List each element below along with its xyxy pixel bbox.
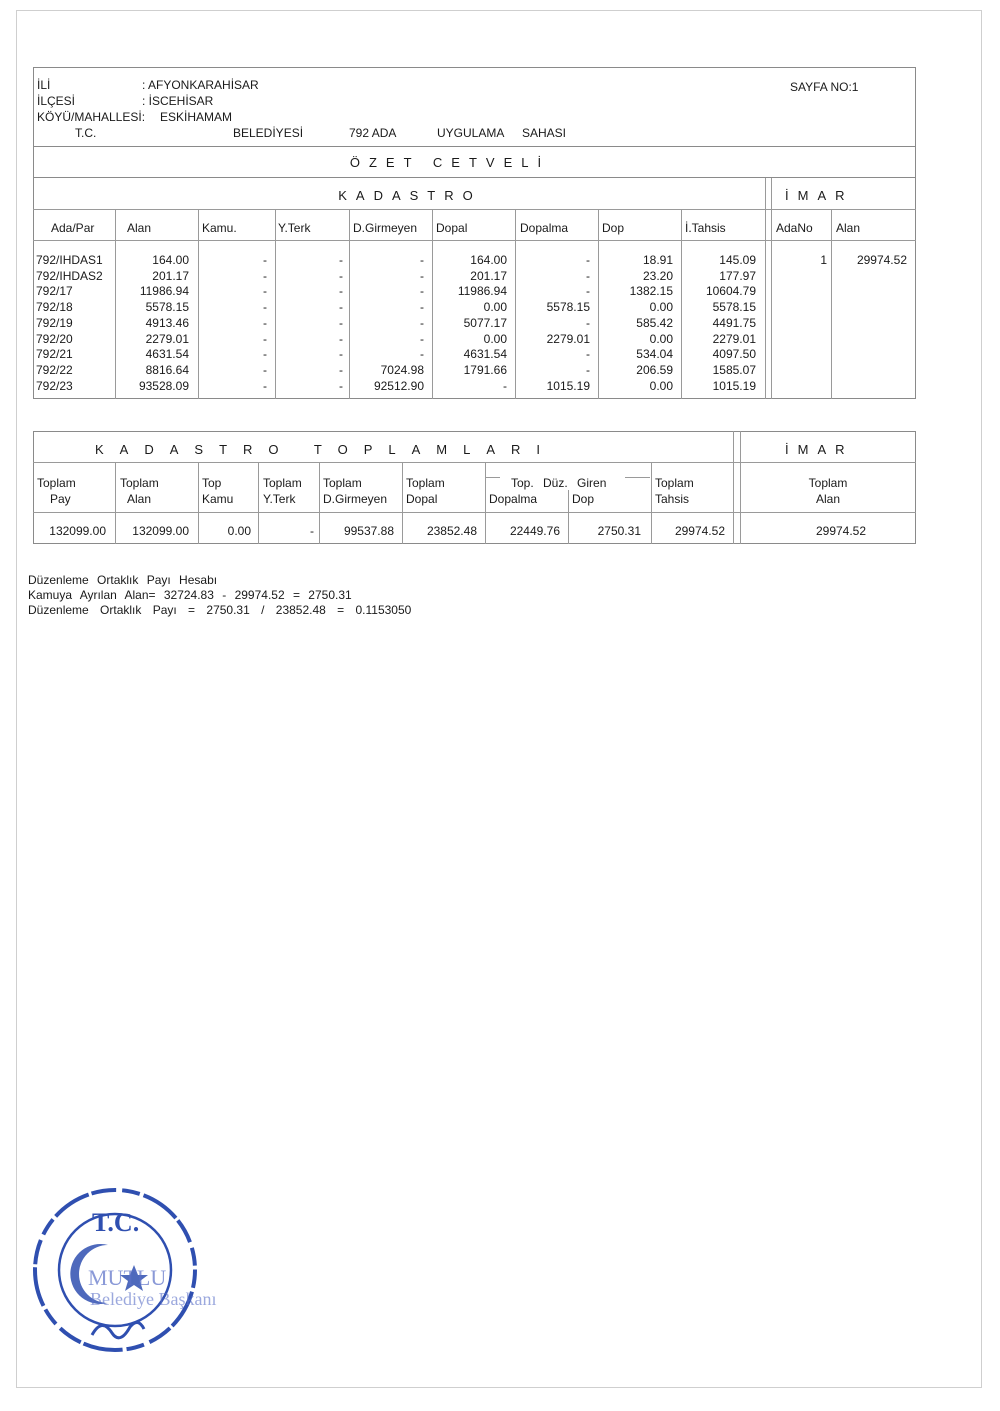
total-value: 23852.48 [426,524,477,538]
totals-title: KADASTRO TOPLAMLARI [95,442,557,457]
parcel-value-cell: 1015.19 [546,378,590,393]
kadastro-title: KADASTRO [338,188,482,203]
il-value: : AFYONKARAHİSAR [142,78,259,92]
parcel-value-cell: - [420,253,424,267]
total-imar-header: Toplam [808,476,848,490]
parcel-value-cell: 23.20 [642,268,673,283]
parcel-value-cell: - [420,347,424,362]
col-header-kamu: Kamu. [202,221,237,235]
parcel-value-cell: 0.00 [483,331,507,346]
sahasi-label: SAHASI [522,126,567,140]
parcel-value-cell: 177.97 [719,268,756,283]
imar-title: İMAR [785,188,854,203]
belediye-label: BELEDİYESİ [233,126,304,140]
totals-header-divider [33,462,916,463]
total-header: Toplam [406,476,445,490]
parcel-value-cell: 1585.07 [712,362,756,377]
ada-label: 792 ADA [349,126,397,140]
parcel-value-cell: - [339,378,343,393]
parcel-value-cell: 4631.54 [463,347,507,362]
parcel-value-cell: 4631.54 [145,347,189,362]
parcel-value-cell: 145.09 [719,253,756,267]
parcel-value-cell: - [263,347,267,362]
total-value: 132099.00 [132,524,189,538]
parcel-value-cell: 0.00 [483,300,507,315]
parcel-value-cell: - [420,268,424,283]
parcel-value-cell: - [420,300,424,315]
parcel-value-cell: - [339,300,343,315]
parcel-value-cell: 585.42 [636,315,673,330]
il-label: İLİ [37,78,51,92]
parcel-value-cell: - [339,253,343,267]
calc-title: Düzenleme Ortaklık Payı Hesabı [28,573,218,587]
totals-imar-title: İMAR [785,442,854,457]
parcel-value-cell: 2279.01 [712,331,756,346]
total-header: Alan [127,492,152,506]
total-imar-header: Alan [815,492,841,506]
totals-values-divider [33,512,916,513]
parcel-id-cell: 792/17 [36,284,73,299]
total-header: Dop [572,492,595,506]
parcel-value-cell: 1791.66 [463,362,507,377]
parcel-id-cell: 792/20 [36,331,73,346]
ilce-label: İLÇESİ [37,94,76,108]
parcel-value-cell: 1382.15 [629,284,673,299]
total-header: Kamu [202,492,234,506]
total-header: Dopal [406,492,438,506]
parcel-value-cell: 92512.90 [373,378,424,393]
parcel-value-cell: 11986.94 [457,284,507,299]
parcel-value-cell: - [263,331,267,346]
parcel-value-cell: - [263,378,267,393]
total-header: Top [202,476,222,490]
parcel-value-cell: - [586,268,590,283]
page-number: SAYFA NO:1 [790,80,859,94]
parcel-value-cell: - [263,362,267,377]
col-header-yterk: Y.Terk [278,221,311,235]
parcel-value-cell: 0.00 [649,300,673,315]
total-header: Dopalma [489,492,538,506]
parcel-value-cell: 534.04 [636,347,673,362]
parcel-value-cell: - [586,253,590,267]
parcel-value-cell: 4913.46 [145,315,189,330]
total-header: Toplam [263,476,302,490]
parcel-value-cell: 8816.64 [145,362,189,377]
uygulama-label: UYGULAMA [437,126,505,140]
section-divider [33,209,916,210]
svg-text:T.C.: T.C. [92,1208,140,1237]
parcel-id-cell: 792/IHDAS1 [36,253,103,267]
parcel-id-cell: 792/19 [36,315,73,330]
total-value: 99537.88 [343,524,394,538]
parcel-value-cell: 18.91 [642,253,673,267]
parcel-value-cell: - [263,268,267,283]
parcel-value-cell: - [339,331,343,346]
total-header: D.Girmeyen [323,492,388,506]
col-header-imar-alan: Alan [836,221,861,235]
parcel-value-cell: 2279.01 [546,331,590,346]
tc-label: T.C. [75,126,97,140]
col-header-alan: Alan [127,221,152,235]
total-header: Tahsis [655,492,690,506]
total-header: Toplam [655,476,694,490]
col-header-adano: AdaNo [776,221,813,235]
parcel-value-cell: 164.00 [470,253,507,267]
svg-text:MUTLU: MUTLU [88,1265,167,1290]
parcel-value-cell: - [420,331,424,346]
parcel-id-cell: 792/22 [36,362,73,377]
parcel-value-cell: 5578.15 [145,300,189,315]
parcel-value-cell: 4097.50 [712,347,756,362]
koy-label: KÖYÜ/MAHALLESİ: [37,110,146,124]
svg-text:Belediye Başkanı: Belediye Başkanı [90,1289,217,1309]
imar-adano: 1 [820,253,827,267]
parcel-value-cell: 4491.75 [712,315,756,330]
parcel-value-cell: - [339,268,343,283]
parcel-value-cell: - [339,315,343,330]
parcel-id-cell: 792/IHDAS2 [36,268,103,283]
parcel-value-cell: - [263,300,267,315]
calc-line-dop: Düzenleme Ortaklık Payı = 2750.31 / 23852.48 = 0.1153050 [28,603,412,617]
parcel-value-cell: 1015.19 [712,378,756,393]
parcel-value-cell: - [339,284,343,299]
parcel-value-cell: 5077.17 [463,315,507,330]
parcel-value-cell: - [586,347,590,362]
parcel-value-cell: - [420,315,424,330]
parcel-id-cell: 792/23 [36,378,73,393]
header-divider [33,240,916,241]
ilce-value: : İSCEHİSAR [142,94,214,108]
col-header-adapar: Ada/Par [51,221,95,235]
parcel-value-cell: 5578.15 [712,300,756,315]
parcel-value-cell: 201.17 [152,268,189,283]
total-header: Toplam [120,476,159,490]
total-value: 2750.31 [597,524,641,538]
parcel-value-cell: 206.59 [636,362,673,377]
parcel-value-cell: - [339,362,343,377]
total-header: Toplam [37,476,76,490]
parcel-value-cell: 93528.09 [138,378,189,393]
parcel-value-cell: - [503,378,507,393]
parcel-value-cell: - [263,253,267,267]
parcel-value-cell: 201.17 [470,268,507,283]
col-header-itahsis: İ.Tahsis [685,221,726,235]
total-header: Y.Terk [263,492,296,506]
col-header-dop: Dop [602,221,625,235]
parcel-value-cell: 7024.98 [380,362,424,377]
totals-imar-divider [733,431,734,544]
imar-alan: 29974.52 [856,253,907,267]
parcel-value-cell: 11986.94 [139,284,189,299]
total-value: 132099.00 [49,524,106,538]
parcel-value-cell: - [263,284,267,299]
parcel-value-cell: - [420,284,424,299]
document-title: ÖZET CETVELİ [349,155,551,170]
imar-divider [765,178,766,399]
imar-divider-2 [771,178,772,399]
parcel-id-cell: 792/18 [36,300,73,315]
parcel-value-cell: 0.00 [649,331,673,346]
parcel-value-cell: 164.00 [152,253,189,267]
group-line-right [625,477,650,478]
total-value: 29974.52 [674,524,725,538]
parcel-value-cell: - [586,284,590,299]
col-header-dopal: Dopal [436,221,468,235]
col-line [831,209,832,399]
parcel-value-cell: 0.00 [649,378,673,393]
total-header: Toplam [323,476,362,490]
group-line-left [486,477,500,478]
parcel-id-cell: 792/21 [36,347,73,362]
col-header-dgirmeyen: D.Girmeyen [353,221,418,235]
parcel-value-cell: 5578.15 [546,300,590,315]
koy-value: ESKİHAMAM [160,110,233,124]
total-header: Pay [50,492,71,506]
parcel-value-cell: - [339,347,343,362]
total-value: 0.00 [227,524,251,538]
parcel-value-cell: 2279.01 [145,331,189,346]
total-imar-value: 29974.52 [815,524,867,538]
calc-line-kamu: Kamuya Ayrılan Alan= 32724.83 - 29974.52 = 2750.31 [28,588,352,602]
parcel-value-cell: - [586,315,590,330]
parcel-value-cell: 10604.79 [705,284,756,299]
official-seal [30,1185,217,1355]
col-header-dopalma: Dopalma [520,221,569,235]
total-value: - [310,524,314,538]
parcel-value-cell: - [263,315,267,330]
total-group-header: Top. Düz. Giren [511,476,607,490]
parcel-value-cell: - [586,362,590,377]
total-value: 22449.76 [509,524,560,538]
